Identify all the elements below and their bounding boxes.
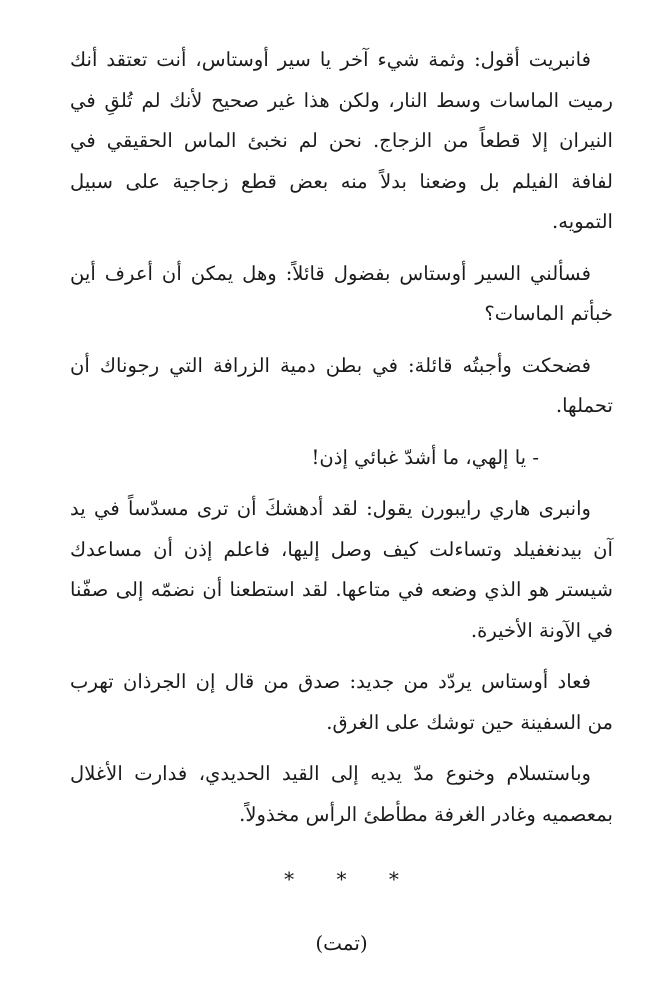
dialogue-line: - يا إلهي، ما أشدّ غبائي إذن!	[311, 445, 539, 469]
paragraph-6: فعاد أوستاس يردّد من جديد: صدق من قال إن الجرذان تهرب من السفينة حين توشك على الغرق.	[70, 670, 613, 734]
paragraph-5: وانبرى هاري رايبورن يقول: لقد أدهشكَ أن ترى مسدّساً في يد آن بيدنغفيلد وتساءلت كيف وصل إليها، فاعلم إذن أن مساعدك شيستر هو الذي وضعه في متاعها. لقد استطعنا أن نضمّه إلى صفّنا في الآونة الأخيرة.	[70, 497, 613, 642]
ending-mark: (تمت)	[315, 931, 368, 955]
book-page	[70, 40, 613, 963]
paragraph-1: فانبريت أقول: وثمة شيء آخر يا سير أوستاس، أنت تعتقد أنك رميت الماسات وسط النار، ولكن هذا غير صحيح لأنك لم تُلقِ في النيران إلا قطعاً من الزجاج. نحن لم نخبئ الماس الحقيقي في لفافة الفيلم بل وضعنا بدلاً منه بعض قطع زجاجية على سبيل التمويه.	[70, 48, 613, 233]
section-separator: * * *	[284, 867, 417, 891]
paragraph-2: فسألني السير أوستاس بفضول قائلاً: وهل يمكن أن أعرف أين خبأتم الماسات؟	[70, 261, 613, 325]
paragraph-3: فضحكت وأجبتُه قائلة: في بطن دمية الزرافة التي رجوناك أن تحملها.	[70, 353, 613, 417]
paragraph-7: وباستسلام وخنوع مدّ يديه إلى القيد الحديدي، فدارت الأغلال بمعصميه وغادر الغرفة مطأطئ الرأس مخذولاً.	[70, 762, 613, 826]
